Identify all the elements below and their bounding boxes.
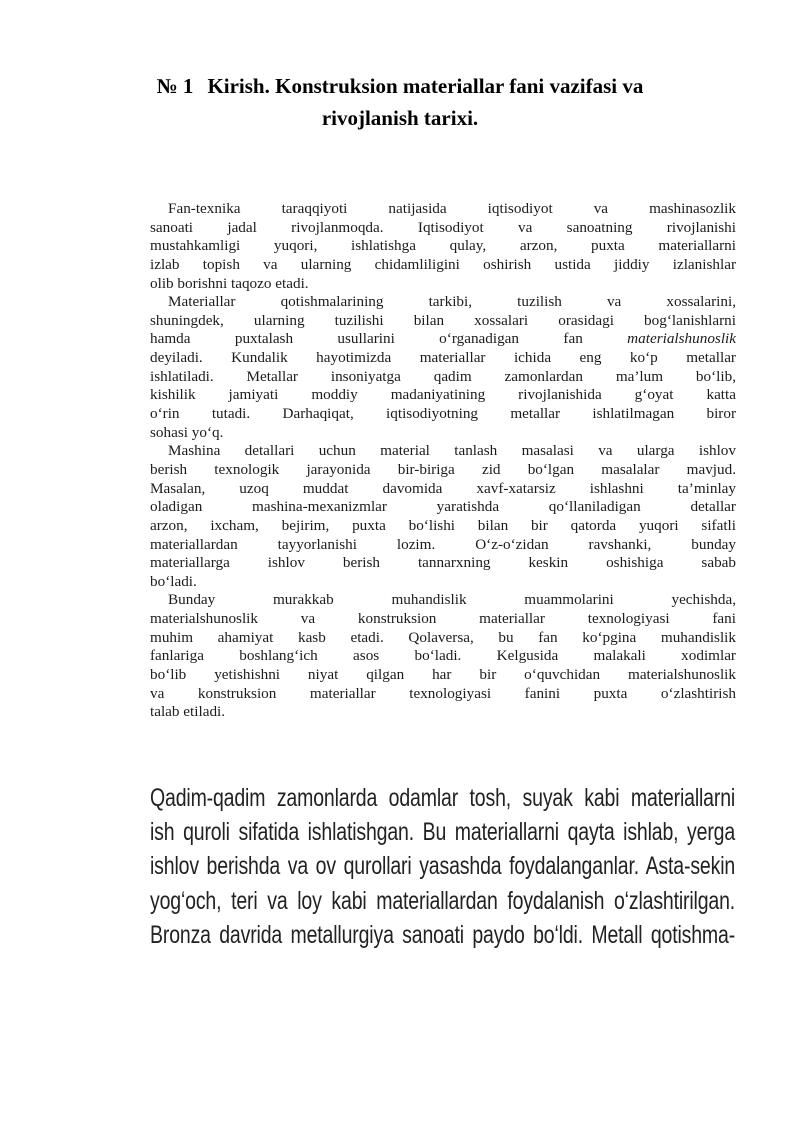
text-line: Mashina detallari uchun material tanlash masalasi va ularga ishlov: [168, 442, 736, 460]
text-line: o‘rin tutadi. Darhaqiqat, iqtisodiyotning metallar ishlatilmagan biror: [150, 405, 736, 423]
text-line: [150, 330, 736, 349]
text-line: materiallarga ishlov berish tannarxning keskin oshishiga sabab: [150, 554, 736, 572]
text-segment: hamda puxtalash usullarini o‘rganadigan fan: [150, 330, 583, 348]
text-line: arzon, ixcham, bejirim, puxta bo‘lishi bilan bir qatorda yuqori sifatli: [150, 516, 736, 534]
text-line: bo‘ladi.: [150, 572, 197, 590]
text-line: kishilik jamiyati moddiy madaniyatining rivojlanishida g‘oyat katta: [150, 386, 736, 404]
text-line: sanoati jadal rivojlanmoqda. Iqtisodiyot va sanoatning rivojlanishi: [150, 218, 736, 236]
text-line: yog‘och, teri va loy kabi materiallardan foydalanish o‘zlashtirilgan.: [150, 886, 736, 915]
text-line: bo‘lib yetishishni niyat qilgan har bir o‘quvchidan materialshunoslik: [150, 666, 736, 684]
text-line: ish quroli sifatida ishlatishgan. Bu materiallarni qayta ishlab, yerga: [150, 818, 736, 847]
text-line: ishlatiladi. Metallar insoniyatga qadim zamonlardan ma’lum bo‘lib,: [150, 367, 736, 385]
text-line: muhim ahamiyat kasb etadi. Qolaversa, bu fan ko‘pgina muhandislik: [150, 628, 736, 646]
text-line: Bunday murakkab muhandislik muammolarini yechishda,: [168, 591, 736, 609]
text-line: va konstruksion materiallar texnologiyasi fanini puxta o‘zlashtirish: [150, 684, 736, 702]
text-line: berish texnologik jarayonida bir-biriga zid bo‘lgan masalalar mavjud.: [150, 460, 736, 478]
text-line: materiallardan tayyorlanishi lozim. O‘z-o‘zidan ravshanki, bunday: [150, 535, 736, 553]
text-line: sohasi yo‘q.: [150, 423, 224, 441]
title-text-1: Kirish. Konstruksion materiallar fani vazifasi va: [207, 74, 644, 98]
scanned-text-block-2: [150, 781, 736, 986]
emphasized-term: materialshunoslik: [627, 330, 736, 348]
text-line: talab etiladi.: [150, 703, 226, 721]
text-line: Qadim-qadim zamonlarda odamlar tosh, suyak kabi materiallarni: [150, 784, 736, 812]
text-line: Masalan, uzoq muddat davomida xavf-xatarsiz ishlashni ta’minlay: [150, 479, 736, 497]
text-line: Fan-texnika taraqqiyoti natijasida iqtisodiyot va mashinasozlik: [168, 200, 736, 217]
page-title-line-1: [100, 70, 700, 102]
text-line: fanlariga boshlang‘ich asos bo‘ladi. Kelgusida malakali xodimlar: [150, 647, 736, 665]
text-line: deyiladi. Kundalik hayotimizda materiallar ichida eng ko‘p metallar: [150, 349, 736, 367]
text-line: olib borishni taqozo etadi.: [150, 274, 309, 292]
page-title-line-2: rivojlanish tarixi.: [321, 106, 479, 130]
text-line: mustahkamligi yuqori, ishlatishga qulay, arzon, puxta materiallarni: [150, 237, 736, 255]
text-line: oladigan mashina-mexanizmlar yaratishda qo‘llaniladigan detallar: [150, 498, 736, 516]
text-line: Bronza davrida metallurgiya sanoati paydo bo‘ldi. Metall qotishma-: [150, 920, 736, 949]
text-line: izlab topish va ularning chidamliligini oshirish ustida jiddiy izlanishlar: [150, 255, 736, 273]
text-line: shuningdek, ularning tuzilishi bilan xossalari orasidagi bog‘lanishlarni: [150, 311, 736, 329]
text-line: ishlov berishda va ov qurollari yasashda foydalanganlar. Asta-sekin: [150, 852, 736, 881]
text-line: Materiallar qotishmalarining tarkibi, tuzilish va xossalarini,: [168, 293, 736, 311]
scanned-text-block-1: [150, 200, 736, 762]
text-line: materialshunoslik va konstruksion materiallar texnologiyasi fani: [150, 610, 736, 628]
page-title: [100, 70, 700, 134]
lesson-number: № 1: [156, 74, 194, 98]
